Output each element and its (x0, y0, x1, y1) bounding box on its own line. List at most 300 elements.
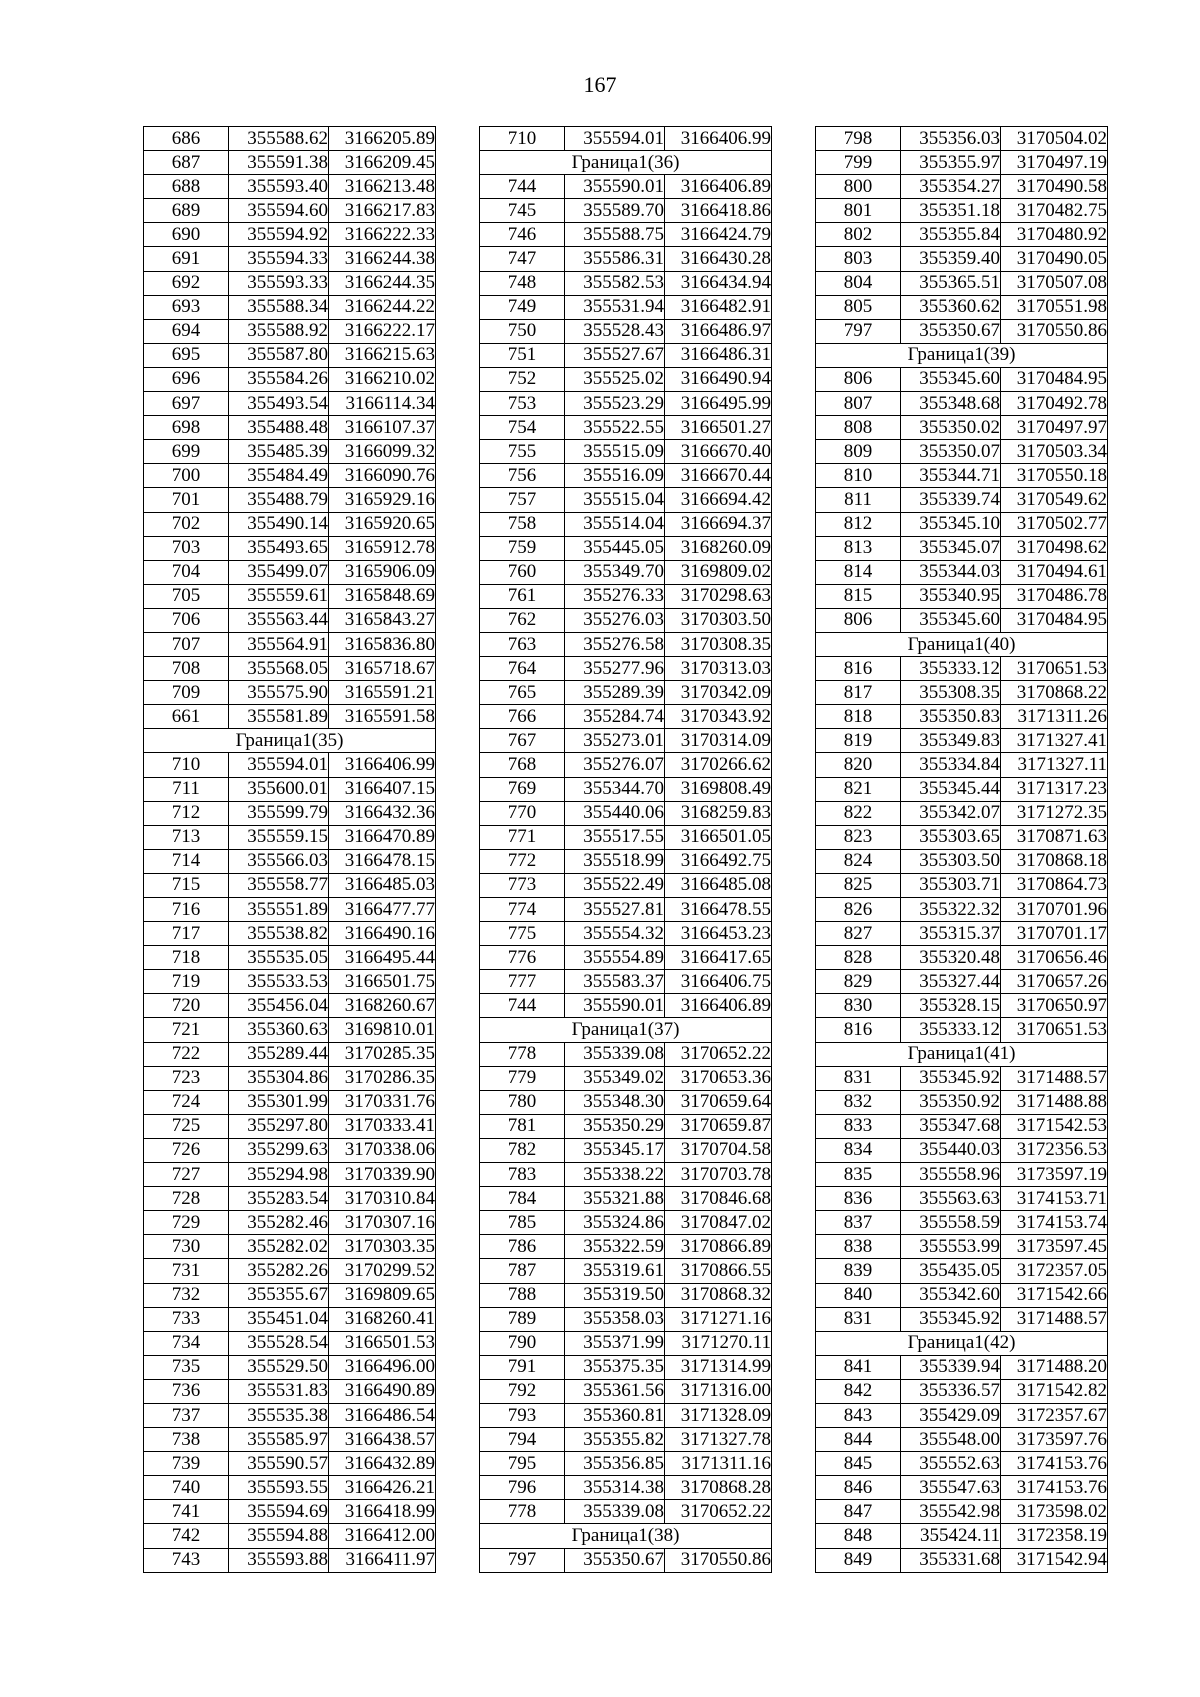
y-coordinate: 3166482.91 (665, 295, 772, 319)
table-row (816, 1428, 1108, 1452)
y-coordinate: 3171327.11 (1001, 753, 1108, 777)
x-coordinate: 355345.60 (901, 367, 1001, 391)
x-coordinate: 355559.15 (229, 825, 329, 849)
y-coordinate: 3165906.09 (329, 560, 436, 584)
table-row (144, 922, 436, 946)
table-row (816, 1235, 1108, 1259)
point-number: 831 (816, 1307, 901, 1331)
point-number: 806 (816, 367, 901, 391)
table-row (144, 488, 436, 512)
point-number: 743 (144, 1548, 229, 1572)
point-number: 825 (816, 873, 901, 897)
point-number: 777 (480, 970, 565, 994)
x-coordinate: 355456.04 (229, 994, 329, 1018)
table-row (480, 367, 772, 391)
table-row (816, 873, 1108, 897)
point-number: 729 (144, 1211, 229, 1235)
point-number: 763 (480, 632, 565, 656)
point-number: 695 (144, 343, 229, 367)
table-row (144, 367, 436, 391)
table-row (816, 223, 1108, 247)
table-row (816, 319, 1108, 343)
point-number: 791 (480, 1355, 565, 1379)
boundary-header-row (480, 151, 772, 175)
x-coordinate: 355315.37 (901, 922, 1001, 946)
table-row (816, 825, 1108, 849)
x-coordinate: 355531.94 (565, 295, 665, 319)
y-coordinate: 3171270.11 (665, 1331, 772, 1355)
point-number: 821 (816, 777, 901, 801)
point-number: 832 (816, 1090, 901, 1114)
table-row (816, 1066, 1108, 1090)
x-coordinate: 355355.82 (565, 1428, 665, 1452)
x-coordinate: 355553.99 (901, 1235, 1001, 1259)
table-row (144, 1548, 436, 1572)
table-row (816, 584, 1108, 608)
table-row (480, 416, 772, 440)
x-coordinate: 355276.03 (565, 608, 665, 632)
table-row (480, 1500, 772, 1524)
y-coordinate: 3173597.45 (1001, 1235, 1108, 1259)
y-coordinate: 3165920.65 (329, 512, 436, 536)
y-coordinate: 3173597.76 (1001, 1428, 1108, 1452)
point-number: 772 (480, 849, 565, 873)
point-number: 845 (816, 1452, 901, 1476)
x-coordinate: 355277.96 (565, 657, 665, 681)
x-coordinate: 355552.63 (901, 1452, 1001, 1476)
y-coordinate: 3166478.55 (665, 898, 772, 922)
x-coordinate: 355594.69 (229, 1500, 329, 1524)
x-coordinate: 355594.01 (565, 127, 665, 151)
table-row (144, 1090, 436, 1114)
point-number: 798 (816, 127, 901, 151)
boundary-header-row (480, 1018, 772, 1042)
y-coordinate: 3170864.73 (1001, 873, 1108, 897)
y-coordinate: 3171272.35 (1001, 801, 1108, 825)
x-coordinate: 355568.05 (229, 657, 329, 681)
table-row (144, 175, 436, 199)
point-number: 724 (144, 1090, 229, 1114)
y-coordinate: 3170338.06 (329, 1138, 436, 1162)
point-number: 775 (480, 922, 565, 946)
table-row (816, 536, 1108, 560)
point-number: 707 (144, 632, 229, 656)
table-row (144, 1307, 436, 1331)
y-coordinate: 3171327.78 (665, 1428, 772, 1452)
table-row (144, 416, 436, 440)
y-coordinate: 3171314.99 (665, 1355, 772, 1379)
point-number: 739 (144, 1452, 229, 1476)
point-number: 689 (144, 199, 229, 223)
x-coordinate: 355347.68 (901, 1114, 1001, 1138)
table-row (816, 1548, 1108, 1572)
point-number: 749 (480, 295, 565, 319)
x-coordinate: 355348.30 (565, 1090, 665, 1114)
table-row (480, 1114, 772, 1138)
table-row (144, 946, 436, 970)
point-number: 696 (144, 367, 229, 391)
point-number: 803 (816, 247, 901, 271)
boundary-header: Граница1(40) (816, 632, 1108, 656)
table-row (816, 271, 1108, 295)
table-row (816, 1211, 1108, 1235)
point-number: 816 (816, 657, 901, 681)
y-coordinate: 3166244.22 (329, 295, 436, 319)
x-coordinate: 355594.92 (229, 223, 329, 247)
table-row (816, 898, 1108, 922)
table-row (480, 127, 772, 151)
x-coordinate: 355599.79 (229, 801, 329, 825)
y-coordinate: 3171488.57 (1001, 1307, 1108, 1331)
point-number: 698 (144, 416, 229, 440)
y-coordinate: 3174153.76 (1001, 1476, 1108, 1500)
y-coordinate: 3171542.66 (1001, 1283, 1108, 1307)
point-number: 776 (480, 946, 565, 970)
table-row (480, 1163, 772, 1187)
y-coordinate: 3171327.41 (1001, 729, 1108, 753)
x-coordinate: 355360.63 (229, 1018, 329, 1042)
x-coordinate: 355588.62 (229, 127, 329, 151)
point-number: 716 (144, 898, 229, 922)
coordinates-table-middle (479, 126, 772, 1573)
table-row (144, 705, 436, 729)
y-coordinate: 3166406.89 (665, 994, 772, 1018)
x-coordinate: 355558.59 (901, 1211, 1001, 1235)
x-coordinate: 355344.71 (901, 464, 1001, 488)
point-number: 725 (144, 1114, 229, 1138)
x-coordinate: 355563.44 (229, 608, 329, 632)
y-coordinate: 3166490.89 (329, 1379, 436, 1403)
table-row (816, 946, 1108, 970)
point-number: 738 (144, 1428, 229, 1452)
table-row (480, 464, 772, 488)
y-coordinate: 3166209.45 (329, 151, 436, 175)
y-coordinate: 3170846.68 (665, 1187, 772, 1211)
point-number: 717 (144, 922, 229, 946)
y-coordinate: 3166496.00 (329, 1355, 436, 1379)
table-row (816, 1138, 1108, 1162)
table-row (144, 1259, 436, 1283)
y-coordinate: 3170847.02 (665, 1211, 772, 1235)
x-coordinate: 355451.04 (229, 1307, 329, 1331)
x-coordinate: 355339.74 (901, 488, 1001, 512)
y-coordinate: 3170339.90 (329, 1163, 436, 1187)
table-row (816, 392, 1108, 416)
point-number: 744 (480, 175, 565, 199)
y-coordinate: 3168259.83 (665, 801, 772, 825)
boundary-header-row (816, 343, 1108, 367)
point-number: 790 (480, 1331, 565, 1355)
table-row (816, 1307, 1108, 1331)
x-coordinate: 355527.81 (565, 898, 665, 922)
x-coordinate: 355342.60 (901, 1283, 1001, 1307)
point-number: 802 (816, 223, 901, 247)
table-row (144, 512, 436, 536)
table-row (480, 199, 772, 223)
x-coordinate: 355440.06 (565, 801, 665, 825)
y-coordinate: 3169810.01 (329, 1018, 436, 1042)
x-coordinate: 355289.44 (229, 1042, 329, 1066)
y-coordinate: 3166215.63 (329, 343, 436, 367)
y-coordinate: 3170652.22 (665, 1042, 772, 1066)
point-number: 702 (144, 512, 229, 536)
table-row (816, 199, 1108, 223)
y-coordinate: 3170490.05 (1001, 247, 1108, 271)
y-coordinate: 3166485.03 (329, 873, 436, 897)
x-coordinate: 355345.60 (901, 608, 1001, 632)
point-number: 710 (480, 127, 565, 151)
point-number: 817 (816, 681, 901, 705)
point-number: 710 (144, 753, 229, 777)
y-coordinate: 3166107.37 (329, 416, 436, 440)
x-coordinate: 355588.92 (229, 319, 329, 343)
point-number: 761 (480, 584, 565, 608)
x-coordinate: 355283.54 (229, 1187, 329, 1211)
table-row (144, 223, 436, 247)
point-number: 800 (816, 175, 901, 199)
table-row (480, 1187, 772, 1211)
y-coordinate: 3170492.78 (1001, 392, 1108, 416)
y-coordinate: 3166411.97 (329, 1548, 436, 1572)
table-row (480, 1476, 772, 1500)
y-coordinate: 3170868.28 (665, 1476, 772, 1500)
y-coordinate: 3166670.44 (665, 464, 772, 488)
y-coordinate: 3173597.19 (1001, 1163, 1108, 1187)
x-coordinate: 355321.88 (565, 1187, 665, 1211)
point-number: 691 (144, 247, 229, 271)
x-coordinate: 355345.92 (901, 1307, 1001, 1331)
point-number: 758 (480, 512, 565, 536)
x-coordinate: 355517.55 (565, 825, 665, 849)
x-coordinate: 355356.03 (901, 127, 1001, 151)
x-coordinate: 355429.09 (901, 1403, 1001, 1427)
x-coordinate: 355588.75 (565, 223, 665, 247)
point-number: 742 (144, 1524, 229, 1548)
x-coordinate: 355284.74 (565, 705, 665, 729)
x-coordinate: 355515.09 (565, 440, 665, 464)
x-coordinate: 355488.48 (229, 416, 329, 440)
table-row (144, 536, 436, 560)
table-row (480, 223, 772, 247)
table-row (480, 1355, 772, 1379)
y-coordinate: 3166490.94 (665, 367, 772, 391)
point-number: 835 (816, 1163, 901, 1187)
boundary-header: Граница1(35) (144, 729, 436, 753)
y-coordinate: 3171328.09 (665, 1403, 772, 1427)
x-coordinate: 355333.12 (901, 1018, 1001, 1042)
point-number: 755 (480, 440, 565, 464)
x-coordinate: 355339.94 (901, 1355, 1001, 1379)
table-row (480, 608, 772, 632)
y-coordinate: 3170507.08 (1001, 271, 1108, 295)
point-number: 734 (144, 1331, 229, 1355)
x-coordinate: 355314.38 (565, 1476, 665, 1500)
y-coordinate: 3170486.78 (1001, 584, 1108, 608)
x-coordinate: 355488.79 (229, 488, 329, 512)
point-number: 688 (144, 175, 229, 199)
x-coordinate: 355276.58 (565, 632, 665, 656)
x-coordinate: 355350.29 (565, 1114, 665, 1138)
point-number: 687 (144, 151, 229, 175)
table-row (816, 151, 1108, 175)
y-coordinate: 3170701.96 (1001, 898, 1108, 922)
table-row (816, 1114, 1108, 1138)
table-row (816, 681, 1108, 705)
x-coordinate: 355345.17 (565, 1138, 665, 1162)
x-coordinate: 355289.39 (565, 681, 665, 705)
table-row (144, 464, 436, 488)
x-coordinate: 355490.14 (229, 512, 329, 536)
point-number: 757 (480, 488, 565, 512)
x-coordinate: 355308.35 (901, 681, 1001, 705)
point-number: 735 (144, 1355, 229, 1379)
y-coordinate: 3170285.35 (329, 1042, 436, 1066)
point-number: 813 (816, 536, 901, 560)
x-coordinate: 355514.04 (565, 512, 665, 536)
y-coordinate: 3171542.82 (1001, 1379, 1108, 1403)
y-coordinate: 3166490.16 (329, 922, 436, 946)
table-row (480, 1138, 772, 1162)
point-number: 714 (144, 849, 229, 873)
table-row (144, 801, 436, 825)
boundary-header: Граница1(37) (480, 1018, 772, 1042)
point-number: 806 (816, 608, 901, 632)
point-number: 846 (816, 1476, 901, 1500)
y-coordinate: 3166470.89 (329, 825, 436, 849)
y-coordinate: 3166210.02 (329, 367, 436, 391)
x-coordinate: 355340.95 (901, 584, 1001, 608)
point-number: 808 (816, 416, 901, 440)
point-number: 706 (144, 608, 229, 632)
x-coordinate: 355424.11 (901, 1524, 1001, 1548)
x-coordinate: 355351.18 (901, 199, 1001, 223)
x-coordinate: 355322.32 (901, 898, 1001, 922)
table-row (816, 729, 1108, 753)
y-coordinate: 3166432.36 (329, 801, 436, 825)
table-row (144, 1452, 436, 1476)
y-coordinate: 3169809.65 (329, 1283, 436, 1307)
point-number: 733 (144, 1307, 229, 1331)
y-coordinate: 3166478.15 (329, 849, 436, 873)
x-coordinate: 355276.33 (565, 584, 665, 608)
table-row (144, 247, 436, 271)
point-number: 805 (816, 295, 901, 319)
point-number: 779 (480, 1066, 565, 1090)
x-coordinate: 355516.09 (565, 464, 665, 488)
point-number: 711 (144, 777, 229, 801)
x-coordinate: 355515.04 (565, 488, 665, 512)
point-number: 760 (480, 560, 565, 584)
table-row (816, 705, 1108, 729)
x-coordinate: 355320.48 (901, 946, 1001, 970)
x-coordinate: 355349.70 (565, 560, 665, 584)
y-coordinate: 3170286.35 (329, 1066, 436, 1090)
point-number: 840 (816, 1283, 901, 1307)
point-number: 715 (144, 873, 229, 897)
point-number: 764 (480, 657, 565, 681)
x-coordinate: 355542.98 (901, 1500, 1001, 1524)
y-coordinate: 3172357.67 (1001, 1403, 1108, 1427)
point-number: 726 (144, 1138, 229, 1162)
y-coordinate: 3170550.86 (665, 1548, 772, 1572)
point-number: 713 (144, 825, 229, 849)
table-row (144, 1283, 436, 1307)
boundary-header: Граница1(42) (816, 1331, 1108, 1355)
table-row (144, 1355, 436, 1379)
point-number: 661 (144, 705, 229, 729)
y-coordinate: 3170303.35 (329, 1235, 436, 1259)
table-row (480, 247, 772, 271)
y-coordinate: 3166418.86 (665, 199, 772, 223)
y-coordinate: 3170313.03 (665, 657, 772, 681)
y-coordinate: 3166406.99 (329, 753, 436, 777)
y-coordinate: 3170266.62 (665, 753, 772, 777)
x-coordinate: 355588.34 (229, 295, 329, 319)
x-coordinate: 355593.40 (229, 175, 329, 199)
y-coordinate: 3170303.50 (665, 608, 772, 632)
table-row (816, 1090, 1108, 1114)
point-number: 801 (816, 199, 901, 223)
y-coordinate: 3170310.84 (329, 1187, 436, 1211)
table-row (144, 777, 436, 801)
y-coordinate: 3170651.53 (1001, 1018, 1108, 1042)
x-coordinate: 355319.61 (565, 1259, 665, 1283)
point-number: 816 (816, 1018, 901, 1042)
table-row (144, 560, 436, 584)
x-coordinate: 355518.99 (565, 849, 665, 873)
y-coordinate: 3170307.16 (329, 1211, 436, 1235)
x-coordinate: 355333.12 (901, 657, 1001, 681)
table-row (144, 343, 436, 367)
point-number: 686 (144, 127, 229, 151)
point-number: 796 (480, 1476, 565, 1500)
x-coordinate: 355440.03 (901, 1138, 1001, 1162)
point-number: 831 (816, 1066, 901, 1090)
x-coordinate: 355584.26 (229, 367, 329, 391)
x-coordinate: 355356.85 (565, 1452, 665, 1476)
table-row (816, 801, 1108, 825)
y-coordinate: 3170314.09 (665, 729, 772, 753)
y-coordinate: 3170659.87 (665, 1114, 772, 1138)
point-number: 765 (480, 681, 565, 705)
point-number: 731 (144, 1259, 229, 1283)
table-row (144, 319, 436, 343)
point-number: 700 (144, 464, 229, 488)
x-coordinate: 355276.07 (565, 753, 665, 777)
x-coordinate: 355282.26 (229, 1259, 329, 1283)
x-coordinate: 355273.01 (565, 729, 665, 753)
y-coordinate: 3166114.34 (329, 392, 436, 416)
y-coordinate: 3166501.05 (665, 825, 772, 849)
table-row (480, 681, 772, 705)
x-coordinate: 355345.44 (901, 777, 1001, 801)
point-number: 786 (480, 1235, 565, 1259)
table-row (816, 970, 1108, 994)
y-coordinate: 3165836.80 (329, 632, 436, 656)
table-row (816, 560, 1108, 584)
x-coordinate: 355360.62 (901, 295, 1001, 319)
x-coordinate: 355339.08 (565, 1042, 665, 1066)
table-row (480, 849, 772, 873)
point-number: 712 (144, 801, 229, 825)
table-row (816, 777, 1108, 801)
y-coordinate: 3166222.33 (329, 223, 436, 247)
x-coordinate: 355575.90 (229, 681, 329, 705)
point-number: 719 (144, 970, 229, 994)
x-coordinate: 355435.05 (901, 1259, 1001, 1283)
table-row (144, 127, 436, 151)
point-number: 699 (144, 440, 229, 464)
